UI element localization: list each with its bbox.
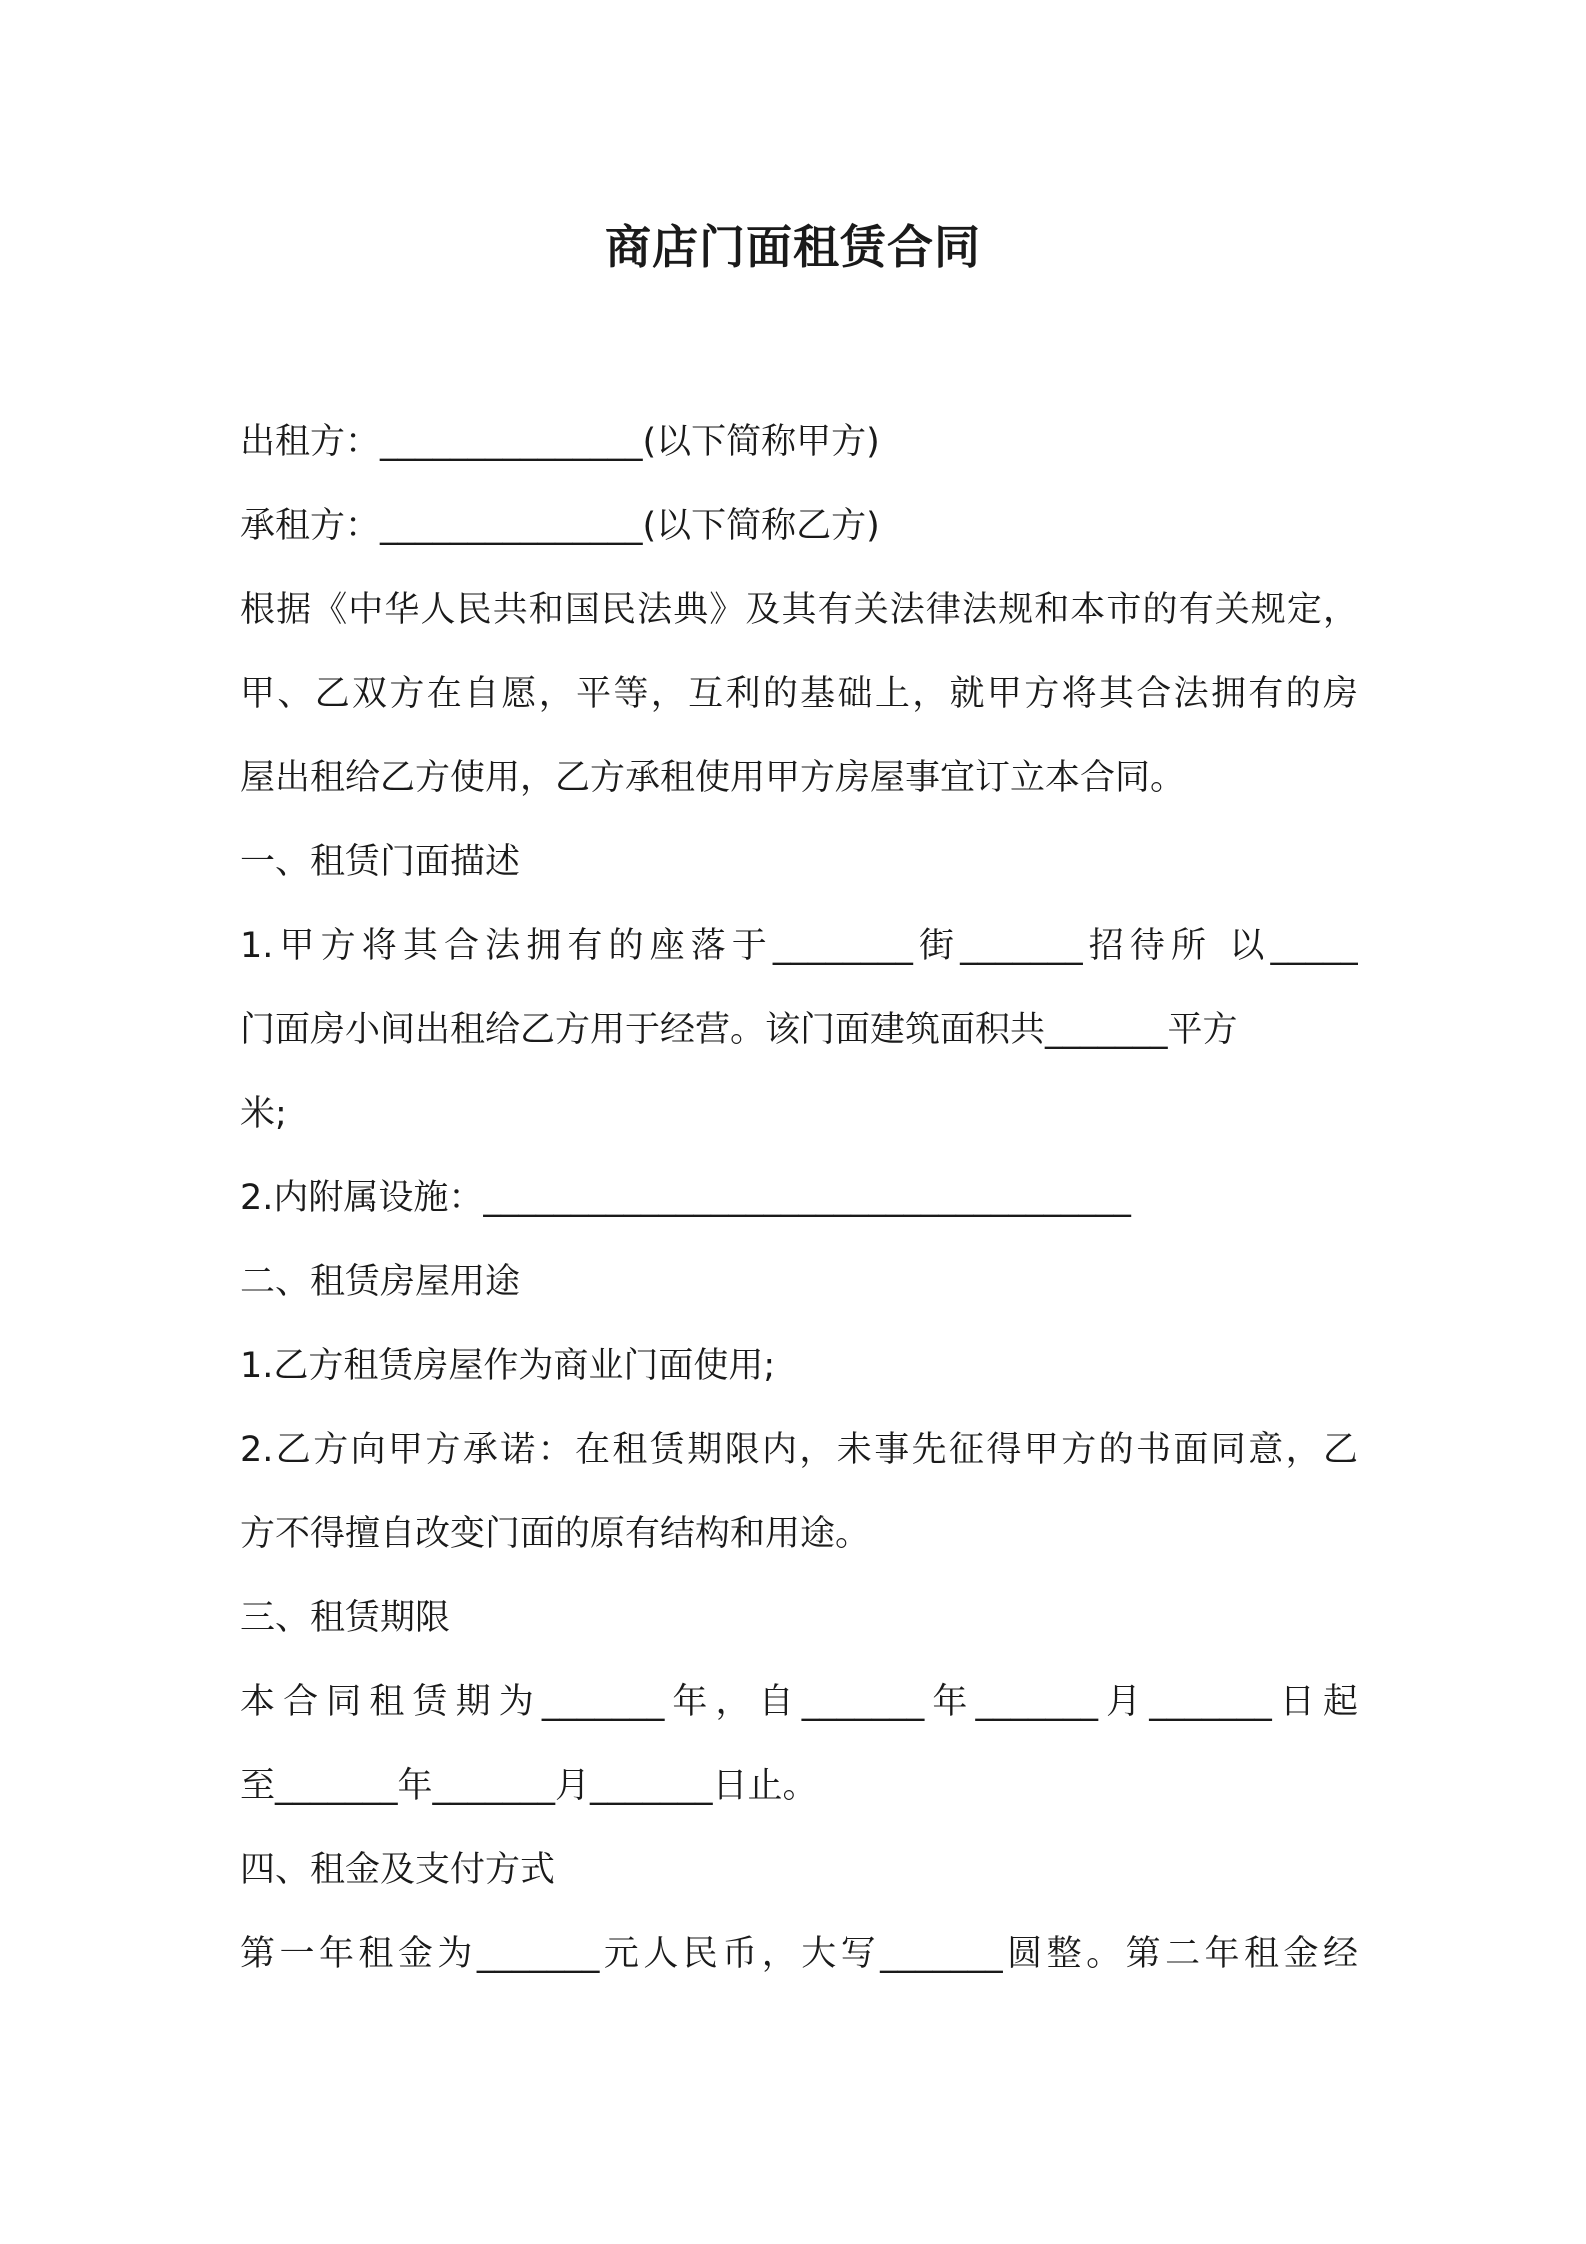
section-1-heading: 一、租赁门面描述 bbox=[240, 842, 521, 882]
clause-2-1: 1.乙方租赁房屋作为商业门面使用; bbox=[240, 1346, 776, 1386]
document-body bbox=[240, 400, 1358, 1996]
lessee-line: 承租方：_______________(以下简称乙方) bbox=[240, 506, 880, 546]
lessor-line: 出租方：_______________(以下简称甲方) bbox=[240, 422, 880, 462]
preamble-line-2: 甲、乙双方在自愿，平等，互利的基础上，就甲方将其合法拥有的房 bbox=[240, 674, 1358, 714]
section-2-heading: 二、租赁房屋用途 bbox=[240, 1262, 521, 1302]
clause-1-1-line-1: 1.甲方将其合法拥有的座落于________街_______招待所 以_____ bbox=[240, 926, 1358, 966]
section-4-heading: 四、租金及支付方式 bbox=[240, 1850, 556, 1890]
clause-1-1-line-3: 米; bbox=[240, 1094, 287, 1134]
clause-1-2: 2.内附属设施：_____________________________________ bbox=[240, 1178, 1131, 1218]
preamble-line-1: 根据《中华人民共和国民法典》及其有关法律法规和本市的有关规定， bbox=[240, 590, 1358, 630]
clause-2-2-line-2: 方不得擅自改变门面的原有结构和用途。 bbox=[240, 1514, 871, 1554]
term-line-1: 本合同租赁期为_______年，自_______年_______月_______日起 bbox=[240, 1682, 1358, 1722]
preamble-line-3: 屋出租给乙方使用，乙方承租使用甲方房屋事宜订立本合同。 bbox=[240, 758, 1186, 798]
clause-1-1-line-2: 门面房小间出租给乙方用于经营。该门面建筑面积共_______平方 bbox=[240, 1010, 1238, 1050]
rent-line-1: 第一年租金为_______元人民币，大写_______圆整。第二年租金经 bbox=[240, 1934, 1358, 1974]
clause-2-2-line-1: 2.乙方向甲方承诺：在租赁期限内，未事先征得甲方的书面同意，乙 bbox=[240, 1430, 1358, 1470]
section-3-heading: 三、租赁期限 bbox=[240, 1598, 451, 1638]
document-title: 商店门面租赁合同 bbox=[605, 220, 981, 274]
term-line-2: 至_______年_______月_______日止。 bbox=[240, 1766, 818, 1806]
